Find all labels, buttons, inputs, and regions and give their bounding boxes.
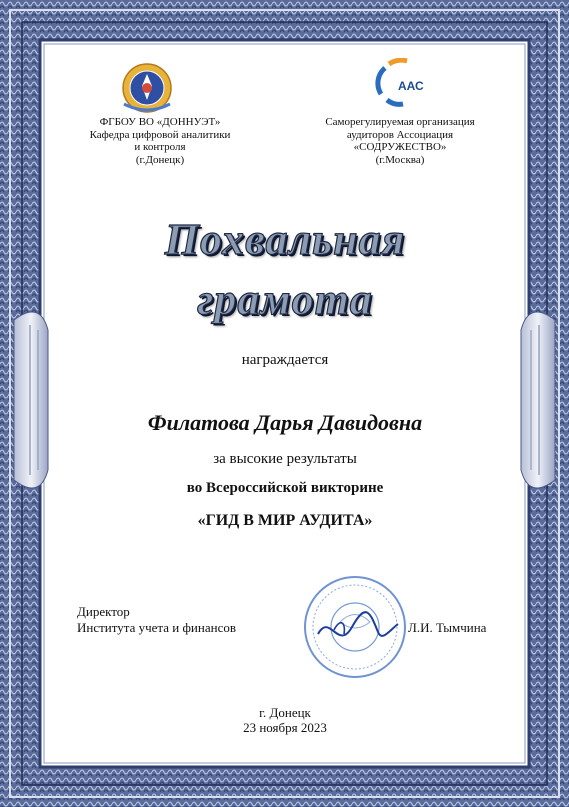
city: г. Донецк bbox=[259, 705, 311, 720]
round-stamp-icon bbox=[300, 572, 410, 682]
aac-logo-text: ААС bbox=[398, 79, 424, 93]
awarded-label: награждается bbox=[241, 352, 329, 368]
left-org-line: ФГБОУ ВО «ДОННУЭТ» bbox=[99, 116, 221, 128]
signature-icon bbox=[318, 612, 398, 636]
certificate-title-line1: Похвальная bbox=[164, 215, 406, 264]
left-org-line: и контроля bbox=[134, 141, 186, 153]
right-org-line: аудиторов Ассоциация bbox=[346, 128, 454, 141]
right-org-line: «СОДРУЖЕСТВО» bbox=[353, 141, 447, 153]
reason-line: за высокие результаты bbox=[213, 451, 357, 467]
right-organization bbox=[325, 116, 475, 166]
ribbon-scroll-icon bbox=[14, 312, 48, 488]
right-org-line: Саморегулируемая организация bbox=[325, 116, 475, 128]
signer-name: Л.И. Тымчина bbox=[408, 620, 487, 635]
left-organization bbox=[60, 116, 260, 166]
recipient-name: Филатова Дарья Давидовна bbox=[147, 410, 423, 435]
left-org-line: (г.Донецк) bbox=[135, 153, 185, 166]
director-title: Директор bbox=[77, 604, 130, 619]
quiz-name: «ГИД В МИР АУДИТА» bbox=[197, 512, 373, 529]
university-emblem-icon bbox=[116, 60, 178, 116]
date: 23 ноября 2023 bbox=[243, 720, 327, 735]
certificate-title-line2: грамота bbox=[197, 275, 373, 324]
reason-line: во Всероссийской викторине bbox=[186, 480, 384, 496]
ribbon-scroll-icon bbox=[521, 312, 555, 488]
right-org-line: (г.Москва) bbox=[375, 153, 425, 166]
institute-name: Института учета и финансов bbox=[77, 620, 236, 635]
left-org-line: Кафедра цифровой аналитики bbox=[89, 128, 231, 141]
